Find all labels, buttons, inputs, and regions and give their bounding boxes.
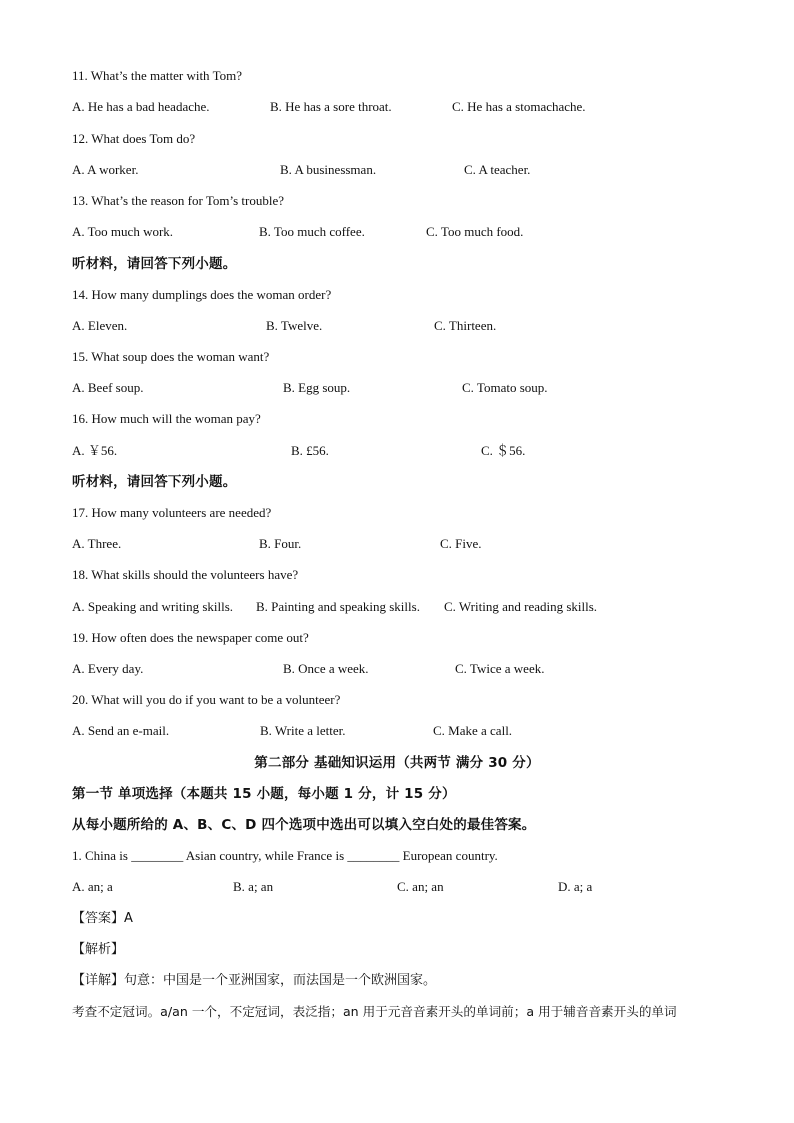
option-a: A. Too much work. (72, 224, 174, 239)
option-b: B. a; an (233, 879, 274, 894)
option-b: B. Write a letter. (260, 723, 346, 738)
question-text: 17. How many volunteers are needed? (72, 505, 272, 520)
section-heading: 第一节 单项选择（本题共 15 小题，每小题 1 分，计 15 分） (72, 786, 456, 802)
option-d: D. a; a (558, 879, 593, 894)
section-instruction: 从每小题所给的 A、B、C、D 四个选项中选出可以填入空白处的最佳答案。 (72, 817, 536, 833)
option-c: C. Too much food. (426, 224, 524, 239)
option-a: A. Three. (72, 536, 122, 551)
option-a: A. Speaking and writing skills. (72, 599, 234, 614)
option-a: A. Beef soup. (72, 380, 144, 395)
question-text: 14. How many dumplings does the woman order? (72, 287, 332, 302)
option-b: B. He has a sore throat. (270, 99, 392, 114)
question-text: 18. What skills should the volunteers have? (72, 567, 299, 582)
listening-instruction: 听材料，请回答下列小题。 (72, 474, 237, 490)
option-c: C. Five. (440, 536, 482, 551)
option-c: C. Thirteen. (434, 318, 497, 333)
option-b: B. £56. (291, 443, 329, 458)
question-text: 12. What does Tom do? (72, 131, 196, 146)
option-b: B. Too much coffee. (259, 224, 365, 239)
option-b: B. Once a week. (283, 661, 369, 676)
analysis-label: 【解析】 (72, 942, 125, 957)
question-text: 20. What will you do if you want to be a volunteer? (72, 692, 341, 707)
option-a: A. He has a bad headache. (72, 99, 210, 114)
option-a: A. Send an e-mail. (72, 723, 170, 738)
explanation-text: 考查不定冠词。a/an 一个，不定冠词，表泛指；an 用于元音音素开头的单词前；a 用于辅音音素开头的单词 (72, 1004, 677, 1019)
detail-text: 【详解】句意：中国是一个亚洲国家，而法国是一个欧洲国家。 (72, 973, 437, 988)
option-a: A. Every day. (72, 661, 144, 676)
option-b: B. Egg soup. (283, 380, 351, 395)
option-a: A. ￥56. (72, 443, 118, 458)
option-b: B. Painting and speaking skills. (256, 599, 420, 614)
option-c: C. A teacher. (464, 162, 531, 177)
question-text: 13. What’s the reason for Tom’s trouble? (72, 193, 284, 208)
option-a: A. A worker. (72, 162, 139, 177)
question-text: 19. How often does the newspaper come out? (72, 630, 309, 645)
question-text: 11. What’s the matter with Tom? (72, 68, 242, 83)
option-c: C. He has a stomachache. (452, 99, 586, 114)
listening-instruction: 听材料，请回答下列小题。 (72, 256, 237, 272)
question-text: 15. What soup does the woman want? (72, 349, 270, 364)
option-c: C. Make a call. (433, 723, 513, 738)
option-c: C. ＄56. (481, 443, 526, 458)
question-text: 1. China is ________ Asian country, while France is ________ European country. (72, 848, 498, 863)
answer-label: 【答案】A (72, 911, 133, 926)
option-c: C. an; an (397, 879, 444, 894)
option-a: A. Eleven. (72, 318, 128, 333)
part-title: 第二部分 基础知识运用（共两节 满分 30 分） (254, 755, 540, 771)
option-a: A. an; a (72, 879, 113, 894)
option-c: C. Writing and reading skills. (444, 599, 598, 614)
option-b: B. Twelve. (266, 318, 323, 333)
option-b: B. A businessman. (280, 162, 377, 177)
option-c: C. Tomato soup. (462, 380, 548, 395)
option-b: B. Four. (259, 536, 302, 551)
option-c: C. Twice a week. (455, 661, 545, 676)
question-text: 16. How much will the woman pay? (72, 411, 261, 426)
